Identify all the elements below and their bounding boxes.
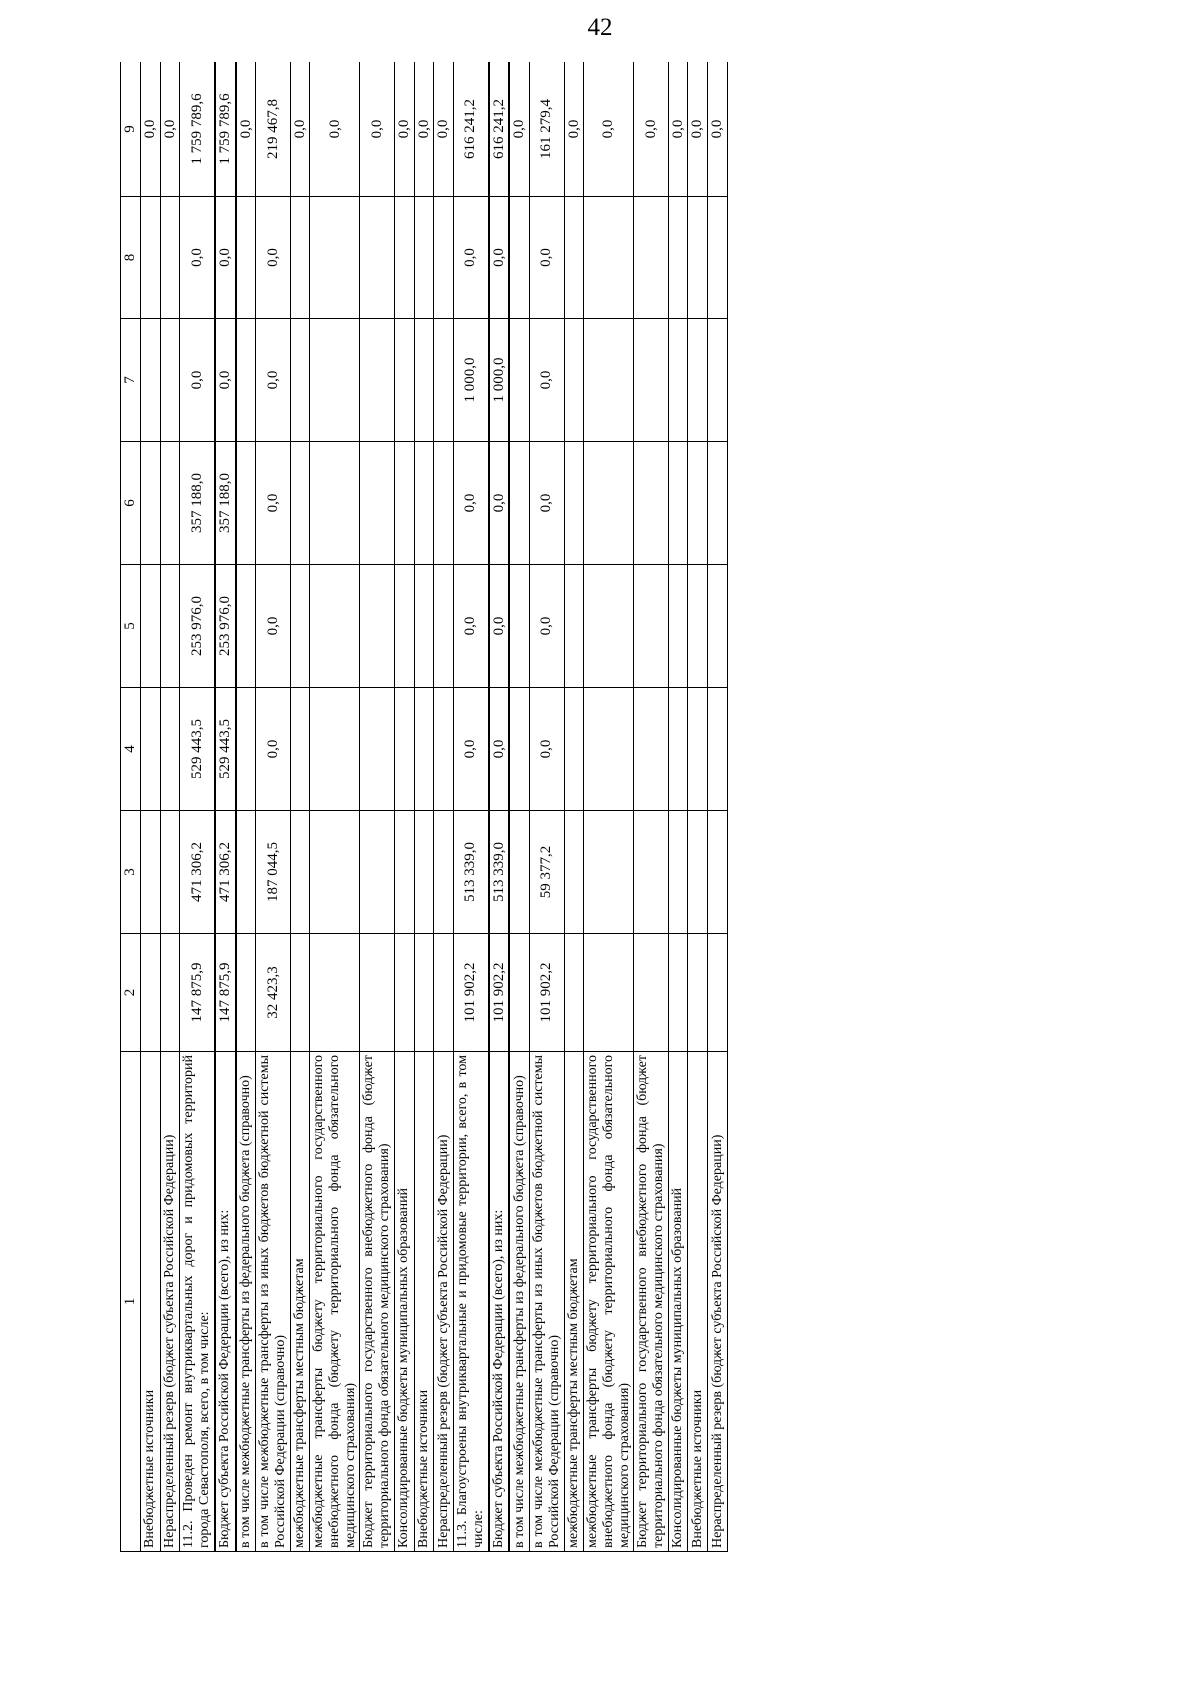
value-cell: 1 759 789,6 [180,62,215,197]
value-cell: 471 306,2 [215,811,236,934]
row-label: Бюджет территориального государственного внебюджетного фонда (бюджет территориального фонда обязательного медицинского страхования) [634,1052,668,1552]
value-cell: 253 976,0 [215,565,236,688]
value-cell [509,197,529,319]
value-cell [414,197,434,319]
value-cell: 357 188,0 [215,442,236,565]
page-number: 42 [587,14,613,41]
value-cell [668,197,688,319]
value-cell [668,811,688,934]
value-cell [360,811,394,934]
value-cell: 0,0 [310,62,360,197]
budget-table [120,62,728,1552]
column-header: 6 [121,442,141,565]
value-cell: 0,0 [454,565,489,688]
value-cell [708,442,728,565]
value-cell [668,442,688,565]
value-cell: 101 902,2 [454,934,489,1052]
value-cell [310,811,360,934]
value-cell: 0,0 [530,688,564,811]
value-cell [434,565,454,688]
value-cell: 471 306,2 [180,811,215,934]
value-cell: 513 339,0 [454,811,489,934]
value-cell [160,319,180,442]
value-cell [434,319,454,442]
value-cell [688,688,708,811]
value-cell [140,319,160,442]
column-header: 4 [121,688,141,811]
value-cell: 0,0 [290,62,310,197]
table-row [160,62,180,1552]
value-cell: 0,0 [140,62,160,197]
value-cell [634,811,668,934]
value-cell [668,934,688,1052]
value-cell: 0,0 [530,565,564,688]
value-cell: 0,0 [256,688,290,811]
row-label: межбюджетные трансферты бюджету территориального государственного внебюджетного фонда (бюджету территориального фонда обязательного медицинского страхования) [310,1052,360,1552]
value-cell [634,934,668,1052]
value-cell [236,688,256,811]
value-cell: 161 279,4 [530,62,564,197]
value-cell: 0,0 [489,688,510,811]
value-cell [140,197,160,319]
row-label: Консолидированные бюджеты муниципальных образований [394,1052,414,1552]
value-cell [414,442,434,565]
value-cell: 1 759 789,6 [215,62,236,197]
value-cell: 0,0 [256,197,290,319]
value-cell [688,319,708,442]
value-cell [160,934,180,1052]
value-cell [564,442,584,565]
value-cell [360,688,394,811]
value-cell [688,565,708,688]
row-label: Нераспределенный резерв (бюджет субъекта Российской Федерации) [708,1052,728,1552]
value-cell [290,934,310,1052]
row-label: в том числе межбюджетные трансферты из иных бюджетов бюджетной системы Российской Федерации (справочно) [256,1052,290,1552]
value-cell [310,319,360,442]
value-cell: 0,0 [489,442,510,565]
row-label: 11.3. Благоустроены внутриквартальные и придомовые территории, всего, в том числе: [454,1052,489,1552]
value-cell [290,319,310,442]
row-label: Внебюджетные источники [688,1052,708,1552]
value-cell [708,565,728,688]
value-cell [140,811,160,934]
value-cell: 0,0 [454,688,489,811]
value-cell [564,565,584,688]
value-cell [160,442,180,565]
value-cell: 187 044,5 [256,811,290,934]
value-cell [584,688,634,811]
value-cell [564,688,584,811]
column-header: 5 [121,565,141,688]
value-cell [394,688,414,811]
column-header: 8 [121,197,141,319]
value-cell [160,565,180,688]
value-cell [394,197,414,319]
value-cell: 0,0 [236,62,256,197]
table-row [310,62,360,1552]
value-cell [290,442,310,565]
value-cell [434,442,454,565]
value-cell [688,811,708,934]
value-cell [434,811,454,934]
value-cell [564,319,584,442]
table-row [414,62,434,1552]
value-cell [394,565,414,688]
value-cell [688,197,708,319]
value-cell [290,565,310,688]
value-cell: 513 339,0 [489,811,510,934]
table-row [564,62,584,1552]
column-header: 7 [121,319,141,442]
value-cell [634,565,668,688]
table-row [215,62,236,1552]
value-cell: 0,0 [160,62,180,197]
table-row [394,62,414,1552]
row-label: 11.2. Проведен ремонт внутриквартальных дорог и придомовых территорий города Севастополя, всего, в том числе: [180,1052,215,1552]
value-cell [668,565,688,688]
table-row [360,62,394,1552]
value-cell: 32 423,3 [256,934,290,1052]
value-cell [509,565,529,688]
value-cell: 0,0 [256,565,290,688]
value-cell [688,934,708,1052]
value-cell [140,934,160,1052]
value-cell [509,442,529,565]
value-cell [310,934,360,1052]
value-cell: 0,0 [530,319,564,442]
table-row [256,62,290,1552]
value-cell: 0,0 [509,62,529,197]
value-cell: 1 000,0 [454,319,489,442]
table-viewport [120,62,1060,1552]
row-label: Нераспределенный резерв (бюджет субъекта Российской Федерации) [160,1052,180,1552]
value-cell [708,197,728,319]
value-cell: 0,0 [530,442,564,565]
value-cell [434,197,454,319]
table-row [290,62,310,1552]
header-row [121,62,141,1552]
value-cell [509,934,529,1052]
value-cell [564,934,584,1052]
value-cell [236,442,256,565]
row-label: в том числе межбюджетные трансферты из федерального бюджета (справочно) [509,1052,529,1552]
value-cell: 0,0 [394,62,414,197]
value-cell [584,934,634,1052]
table-row [530,62,564,1552]
value-cell [394,811,414,934]
value-cell [584,442,634,565]
table-row [708,62,728,1552]
value-cell [394,442,414,565]
value-cell [236,811,256,934]
value-cell: 253 976,0 [180,565,215,688]
column-header: 2 [121,934,141,1052]
value-cell: 147 875,9 [215,934,236,1052]
table-row [509,62,529,1552]
row-label: Консолидированные бюджеты муниципальных образований [668,1052,688,1552]
table-row [668,62,688,1552]
rotated-table-container [120,62,1060,1552]
value-cell [236,197,256,319]
row-label: межбюджетные трансферты местным бюджетам [564,1052,584,1552]
value-cell [708,688,728,811]
row-label: Бюджет субъекта Российской Федерации (всего), из них: [489,1052,510,1552]
table-row [236,62,256,1552]
value-cell [564,811,584,934]
value-cell [708,934,728,1052]
value-cell [634,197,668,319]
value-cell: 0,0 [434,62,454,197]
value-cell [360,565,394,688]
row-label: межбюджетные трансферты местным бюджетам [290,1052,310,1552]
value-cell: 0,0 [530,197,564,319]
value-cell [160,197,180,319]
value-cell: 0,0 [180,197,215,319]
value-cell: 0,0 [584,62,634,197]
value-cell [708,811,728,934]
value-cell [414,319,434,442]
value-cell [434,934,454,1052]
value-cell [509,319,529,442]
value-cell: 0,0 [634,62,668,197]
value-cell [414,688,434,811]
column-header: 3 [121,811,141,934]
value-cell: 59 377,2 [530,811,564,934]
value-cell: 1 000,0 [489,319,510,442]
value-cell: 0,0 [256,319,290,442]
value-cell [360,197,394,319]
value-cell [509,811,529,934]
value-cell: 0,0 [180,319,215,442]
value-cell: 219 467,8 [256,62,290,197]
value-cell: 0,0 [414,62,434,197]
value-cell: 616 241,2 [489,62,510,197]
value-cell [394,319,414,442]
value-cell [668,688,688,811]
value-cell: 529 443,5 [180,688,215,811]
value-cell [394,934,414,1052]
column-header: 9 [121,62,141,197]
value-cell: 529 443,5 [215,688,236,811]
table-row [634,62,668,1552]
value-cell [708,319,728,442]
value-cell: 0,0 [489,565,510,688]
value-cell: 0,0 [668,62,688,197]
value-cell [634,319,668,442]
value-cell [290,688,310,811]
value-cell [414,934,434,1052]
table-row [454,62,489,1552]
row-label: межбюджетные трансферты бюджету территориального государственного внебюджетного фонда (бюджету территориального фонда обязательного медицинского страхования) [584,1052,634,1552]
table-row [180,62,215,1552]
row-label: в том числе межбюджетные трансферты из иных бюджетов бюджетной системы Российской Федерации (справочно) [530,1052,564,1552]
value-cell [236,319,256,442]
value-cell [290,811,310,934]
table-row [688,62,708,1552]
value-cell: 101 902,2 [530,934,564,1052]
value-cell [236,934,256,1052]
value-cell [584,319,634,442]
value-cell [310,442,360,565]
value-cell [160,688,180,811]
column-header: 1 [121,1052,141,1552]
value-cell [140,442,160,565]
table-row [489,62,510,1552]
value-cell [160,811,180,934]
value-cell: 0,0 [454,197,489,319]
table-row [140,62,160,1552]
value-cell: 0,0 [489,197,510,319]
value-cell [414,565,434,688]
value-cell [509,688,529,811]
value-cell [564,197,584,319]
value-cell: 0,0 [360,62,394,197]
value-cell [290,197,310,319]
table-body [140,62,727,1552]
row-label: в том числе межбюджетные трансферты из федерального бюджета (справочно) [236,1052,256,1552]
value-cell [310,197,360,319]
value-cell [668,319,688,442]
row-label: Бюджет субъекта Российской Федерации (всего), из них: [215,1052,236,1552]
value-cell [688,442,708,565]
value-cell: 357 188,0 [180,442,215,565]
value-cell [140,688,160,811]
value-cell: 0,0 [215,319,236,442]
row-label: Нераспределенный резерв (бюджет субъекта Российской Федерации) [434,1052,454,1552]
value-cell [634,442,668,565]
value-cell [584,197,634,319]
value-cell: 0,0 [564,62,584,197]
value-cell: 0,0 [454,442,489,565]
row-label: Внебюджетные источники [414,1052,434,1552]
value-cell [360,442,394,565]
value-cell: 147 875,9 [180,934,215,1052]
table-row [434,62,454,1552]
value-cell [310,688,360,811]
value-cell [584,811,634,934]
value-cell [360,934,394,1052]
value-cell [434,688,454,811]
value-cell [634,688,668,811]
value-cell: 0,0 [256,442,290,565]
value-cell [584,565,634,688]
value-cell: 0,0 [688,62,708,197]
value-cell: 0,0 [708,62,728,197]
value-cell [360,319,394,442]
value-cell [414,811,434,934]
value-cell: 616 241,2 [454,62,489,197]
row-label: Внебюджетные источники [140,1052,160,1552]
value-cell: 0,0 [215,197,236,319]
value-cell: 101 902,2 [489,934,510,1052]
value-cell [310,565,360,688]
table-row [584,62,634,1552]
value-cell [236,565,256,688]
value-cell [140,565,160,688]
row-label: Бюджет территориального государственного внебюджетного фонда (бюджет территориального фонда обязательного медицинского страхования) [360,1052,394,1552]
